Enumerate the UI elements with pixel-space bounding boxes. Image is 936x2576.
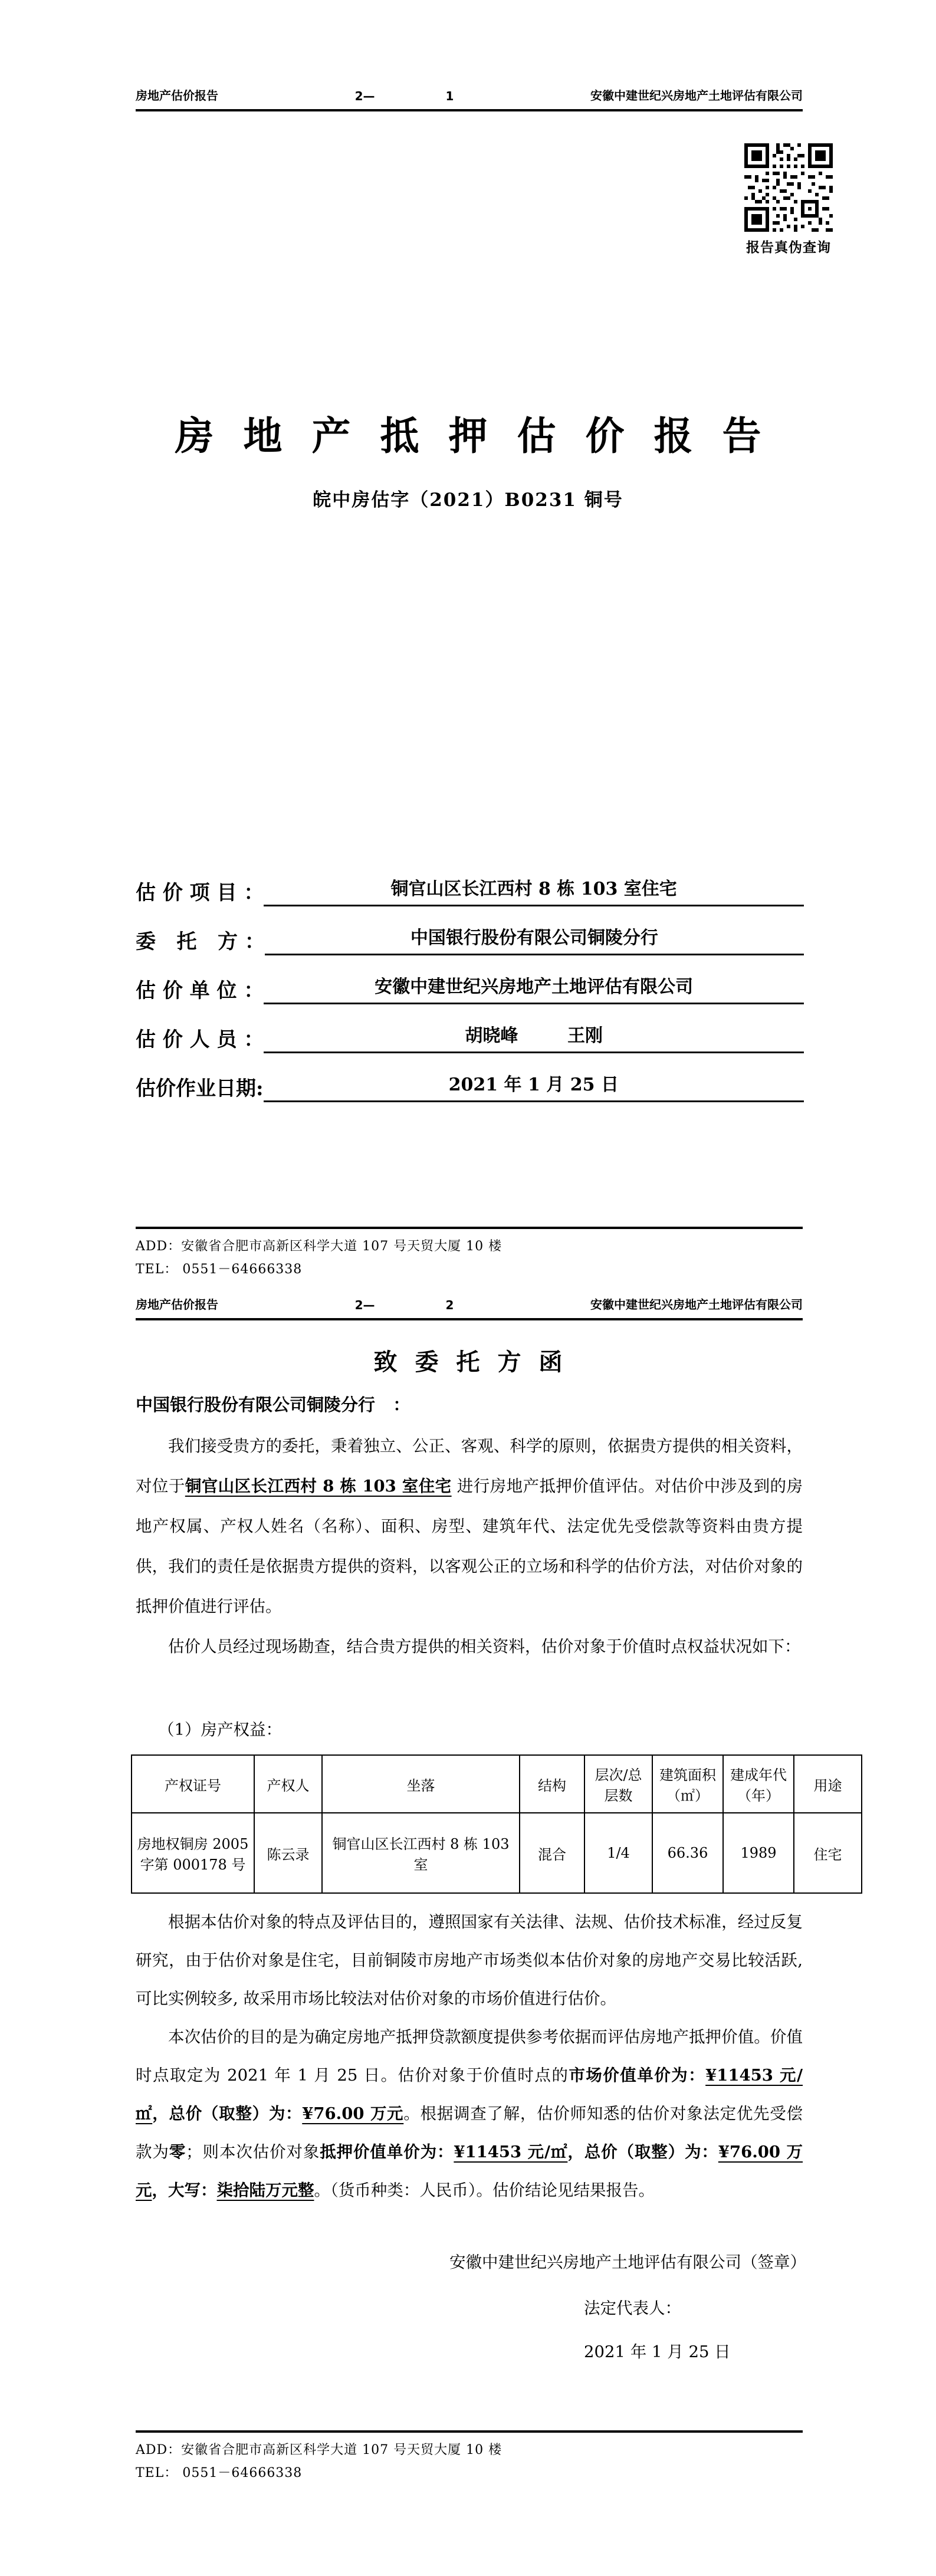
cell-certificate-no: 房地权铜房 2005 字第 000178 号: [132, 1813, 254, 1893]
signature-date: 2021 年 1 月 25 日: [584, 2342, 731, 2361]
field-appraisal-date-value: 2021 年 1 月 25 日: [264, 1070, 804, 1102]
property-rights-table: [131, 1754, 862, 1894]
qr-caption: 报告真伪查询: [746, 239, 831, 255]
col-certificate-no: 产权证号: [132, 1755, 254, 1813]
cover-fields: [136, 873, 804, 1118]
col-owner: 产权人: [254, 1755, 322, 1813]
paragraph-commission: [136, 1426, 803, 1627]
header-company-name: 安徽中建世纪兴房地产土地评估有限公司: [590, 1297, 803, 1312]
para4-run-capital-amount: 柒拾陆万元整: [216, 2181, 314, 2200]
qr-verification-block: [744, 143, 833, 256]
table-row: [132, 1813, 862, 1893]
col-year-built: 建成年代（年）: [723, 1755, 794, 1813]
para4-run-mortgage-unit-price: ¥11453 元/㎡: [454, 2143, 568, 2161]
field-appraisers-value: 胡晓峰 王刚: [264, 1021, 804, 1053]
cell-usage: 住宅: [794, 1813, 862, 1893]
footer-address: ADD：安徽省合肥市高新区科学大道 107 号天贸大厦 10 楼: [136, 2443, 503, 2457]
cell-location: 铜官山区长江西村 8 栋 103 室: [322, 1813, 520, 1893]
cell-structure: 混合: [520, 1813, 584, 1893]
cell-floor-area: 66.36: [652, 1813, 723, 1893]
table-header-row: [132, 1755, 862, 1813]
header-doc-type: 房地产估价报告: [136, 1297, 218, 1312]
field-agency-value: 安徽中建世纪兴房地产土地评估有限公司: [264, 972, 804, 1004]
letter-addressee: 中国银行股份有限公司铜陵分行 ：: [136, 1395, 410, 1415]
col-usage: 用途: [794, 1755, 862, 1813]
para4-run-market-unit-price-label: 市场价值单价为：: [569, 2066, 706, 2085]
field-agency-label: 估 价 单 位 ：: [136, 979, 264, 1003]
field-project: [136, 873, 804, 906]
field-appraisers-label: 估 价 人 员 ：: [136, 1028, 264, 1052]
signature-legal-representative: 法定代表人：: [584, 2299, 681, 2318]
paragraph-valuation-result: [136, 2018, 803, 2210]
col-structure: 结构: [520, 1755, 584, 1813]
col-floor: 层次/总层数: [584, 1755, 652, 1813]
field-appraisers: [136, 1020, 804, 1053]
field-client-label: 委 托 方 ：: [136, 930, 265, 954]
header-doc-type: 房地产估价报告: [136, 88, 218, 103]
para4-run-mortgage-total: ¥76.00 万元: [136, 2143, 803, 2200]
para4-run-0: 本次估价的目的是为确定房地产抵押贷款额度提供参考依据而评估房地产抵押价值。价值时点取定为 2021 年 1 月 25 日。估价对象于价值时点的: [136, 2028, 803, 2085]
page-2-letter: [0, 1289, 936, 2576]
header-page-prefix: 2—: [354, 89, 375, 103]
page1-running-header: [136, 86, 803, 111]
header-page-number: 2: [445, 1298, 454, 1312]
letter-body-lower: [136, 1903, 803, 2210]
para4-run-total-label: ，总价（取整）为：: [152, 2104, 303, 2123]
report-title: 房地产抵押估价报告: [175, 413, 791, 459]
page2-running-footer: [136, 2430, 803, 2481]
para4-run-market-unit-price: ¥11453 元/㎡: [136, 2066, 803, 2123]
header-company-name: 安徽中建世纪兴房地产土地评估有限公司: [590, 88, 803, 103]
cell-year-built: 1989: [723, 1813, 794, 1893]
field-appraisal-date: [136, 1069, 804, 1102]
col-floor-area: 建筑面积（㎡）: [652, 1755, 723, 1813]
para4-run-capital-label: ，大写：: [152, 2181, 217, 2200]
field-agency: [136, 971, 804, 1004]
para1-run-property-address: 铜官山区长江西村 8 栋 103 室住宅: [185, 1477, 452, 1496]
para4-run-market-total: ¥76.00 万元: [302, 2104, 404, 2123]
field-client: [136, 922, 804, 955]
para1-run-normal: 我们接受贵方的委托，秉着独立、公正、客观、科学的原则，依据贵方提供的相关资料，对位于: [136, 1437, 803, 1496]
field-client-value: 中国银行股份有限公司铜陵分行: [265, 923, 804, 955]
paragraph-method: 根据本估价对象的特点及评估目的，遵照国家有关法律、法规、估价技术标准，经过反复研究，由于估价对象是住宅，目前铜陵市房地产市场类似本估价对象的房地产交易比较活跃, 可比实例较多, 故采用市场比较法对估价对象的市场价值进行估价。: [136, 1913, 803, 2008]
para4-run-7: ；则本次估价对象: [186, 2143, 320, 2161]
header-page-indicator: [355, 1298, 454, 1312]
item-property-rights-label: （1）房产权益：: [158, 1720, 282, 1739]
paragraph-inspection: 估价人员经过现场勘查，结合贵方提供的相关资料，估价对象于价值时点权益状况如下：: [168, 1637, 801, 1656]
header-page-number: 1: [445, 89, 454, 103]
signature-company: 安徽中建世纪兴房地产土地评估有限公司（签章）: [449, 2253, 806, 2272]
page2-running-header: [136, 1295, 803, 1320]
footer-telephone: TEL： 0551－64666338: [136, 1262, 303, 1277]
para4-run-total-label-2: ，总价（取整）为：: [567, 2143, 718, 2161]
cell-owner: 陈云录: [254, 1813, 322, 1893]
para4-run-mortgage-unit-price-label: 抵押价值单价为：: [320, 2143, 454, 2161]
para4-run-5: 。根据调查了解，估价师知悉的估价对象法定优先受偿款为: [136, 2104, 803, 2161]
para4-run-zero: 零: [169, 2143, 186, 2161]
letter-title: 致委托方函: [373, 1348, 580, 1376]
field-project-label: 估 价 项 目 ：: [136, 881, 264, 905]
page1-running-footer: [136, 1227, 803, 1277]
field-project-value: 铜官山区长江西村 8 栋 103 室住宅: [264, 874, 804, 906]
footer-address: ADD：安徽省合肥市高新区科学大道 107 号天贸大厦 10 楼: [136, 1239, 503, 1254]
para4-run-14: 。（货币种类：人民币）。估价结论见结果报告。: [314, 2181, 655, 2200]
report-document-number: 皖中房估字（2021）B0231 铜号: [313, 489, 623, 511]
qr-code-icon: [744, 143, 833, 232]
header-page-indicator: [355, 89, 454, 103]
col-location: 坐落: [322, 1755, 520, 1813]
field-appraisal-date-label: 估价作业日期:: [136, 1077, 264, 1100]
footer-telephone: TEL： 0551－64666338: [136, 2466, 303, 2480]
cell-floor: 1/4: [584, 1813, 652, 1893]
letter-body-upper: [136, 1426, 803, 1667]
para1-run-normal-2: 进行房地产抵押价值评估。对估价中涉及到的房地产权属、产权人姓名（名称）、面积、房型、建筑年代、法定优先受偿款等资料由贵方提供，我们的责任是依据贵方提供的资料，以客观公正的立场和科学的估价方法，对估价对象的抵押价值进行评估。: [136, 1477, 803, 1616]
header-page-prefix: 2—: [354, 1298, 375, 1312]
